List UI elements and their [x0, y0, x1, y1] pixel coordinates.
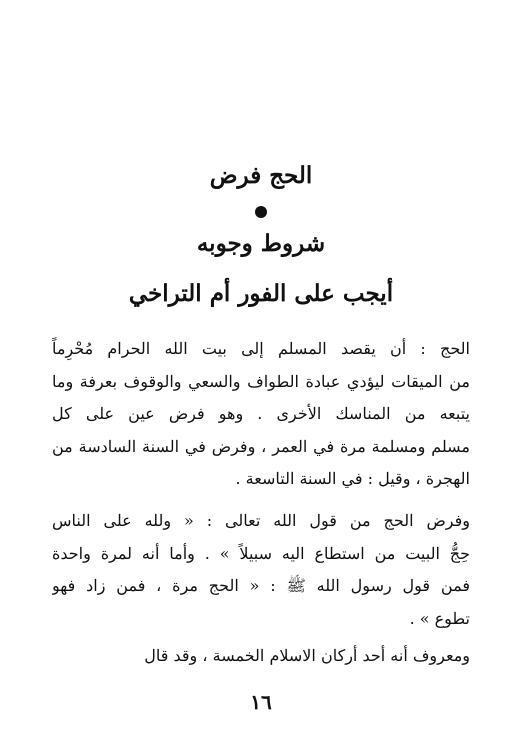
section-question: أيجب على الفور أم التراخي [128, 280, 394, 307]
bullet-separator [255, 206, 267, 218]
text-line: يتبعه من المناسك الأخرى . وهو فرض عين على كل [52, 404, 470, 423]
paragraph-pillars [52, 640, 470, 673]
page-number: ١٦ [250, 690, 272, 714]
chapter-title: الحج فرض [209, 162, 313, 189]
paragraph-obligation [52, 505, 470, 635]
text-line: فمن قول رسول الله ﷺ : « الحج مرة ، فمن زاد فهو [52, 576, 470, 595]
text-line: من الميقات ليؤدي عبادة الطواف والسعي والوقوف بعرفة وما [52, 371, 470, 391]
paragraph-definition [52, 333, 470, 496]
text-line: حِجُّ البيت من استطاع اليه سبيلاً » . وأما أنه لمرة واحدة [52, 543, 470, 563]
section-subtitle: شروط وجوبه [196, 230, 326, 257]
text-line: الحج : أن يقصد المسلم إلى بيت الله الحرام مُحْرِماً [52, 339, 470, 358]
text-line: وفرض الحج من قول الله تعالى : « ولله على الناس [52, 511, 470, 530]
text-line: مسلم ومسلمة مرة في العمر ، وفرض في السنة السادسة من [52, 436, 470, 456]
text-line: ومعروف أنه أحد أركان الاسلام الخمسة ، وقد قال [144, 646, 470, 665]
text-line: تطوع » . [409, 608, 470, 628]
text-line: الهجرة ، وقيل : في السنة التاسعة . [235, 469, 470, 488]
